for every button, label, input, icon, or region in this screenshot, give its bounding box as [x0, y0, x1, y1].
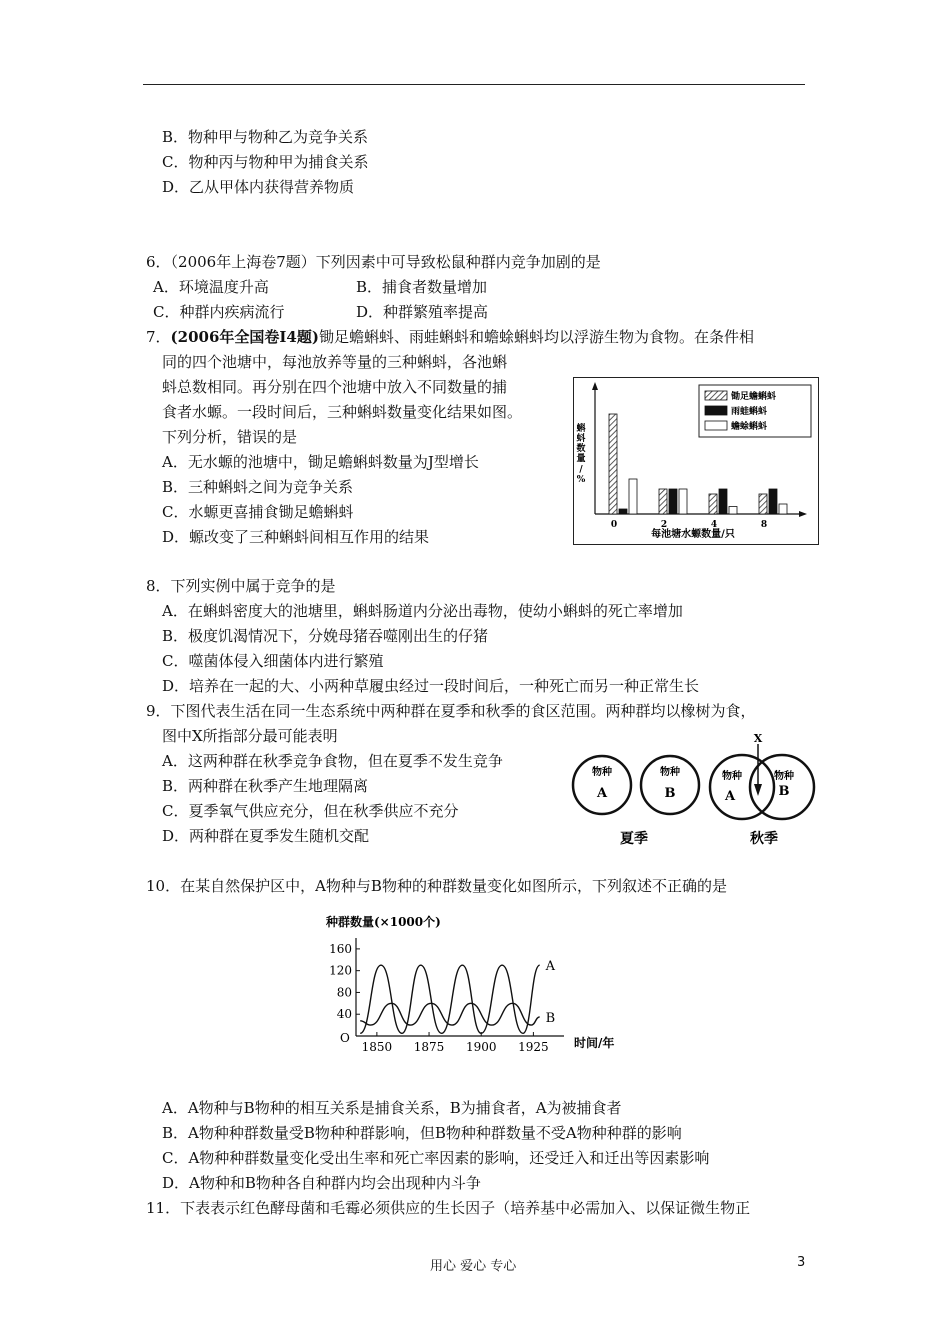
series-b-label: B — [545, 1010, 556, 1026]
summer-b-letter: B — [664, 786, 676, 801]
q9-stem2: 图中X所指部分最可能表明 — [162, 727, 338, 745]
chart7-x-tick: 0 — [610, 520, 618, 530]
q6-option-d: D．种群繁殖率提高 — [356, 303, 489, 321]
footer-text: 用心 爱心 专心 — [430, 1259, 517, 1274]
spadefoot-bar — [609, 414, 617, 514]
chart7-legend-swatch — [705, 406, 727, 415]
q7-option-c: C．水螈更喜捕食锄足蟾蝌蚪 — [162, 503, 354, 521]
spadefoot-bar — [659, 489, 667, 514]
q7-stem-line1 — [146, 327, 754, 347]
q7-source: (2006年全国卷Ⅰ4题) — [170, 328, 319, 346]
treefrog-bar — [669, 489, 677, 514]
q10-option-d: D．A物种和B物种各自种群内均会出现种内斗争 — [162, 1174, 481, 1192]
page-number: 3 — [797, 1255, 806, 1270]
autumn-b-letter: B — [778, 784, 790, 799]
autumn-circle-a — [710, 755, 774, 819]
chart10-x-ticks — [362, 1032, 549, 1054]
series-a-label: A — [545, 959, 556, 975]
chart7-x-tick: 2 — [660, 520, 668, 530]
summer-circle-b — [641, 756, 699, 814]
chart7-y-char: 蚪 — [576, 434, 586, 444]
treefrog-bar — [769, 489, 777, 514]
chart10-x-label: 时间/年 — [574, 1036, 615, 1050]
chart10-x-tick: 1925 — [518, 1040, 549, 1054]
summer-a-letter: A — [596, 786, 608, 801]
q5-option-c: C．物种丙与物种甲为捕食关系 — [162, 153, 369, 171]
chart7-legend — [705, 390, 776, 432]
q7-stem3: 蚪总数相同。再分别在四个池塘中放入不同数量的捕 — [162, 378, 508, 396]
q10-option-c: C．A物种种群数量变化受出生率和死亡率因素的影响，还受迁入和迁出等因素影响 — [162, 1149, 710, 1167]
q10-option-b: B．A物种种群数量受B物种种群影响，但B物种种群数量不受A物种种群的影响 — [162, 1124, 682, 1142]
chart7-x-tick: 8 — [760, 520, 768, 530]
autumn-caption: 秋季 — [750, 831, 778, 847]
chart7-y-char: 蝌 — [576, 424, 586, 434]
q8-stem: 8．下列实例中属于竞争的是 — [146, 577, 336, 595]
chart10-x-tick: 1900 — [465, 1040, 497, 1054]
chart10-title: 种群数量(×1000个) — [326, 915, 441, 929]
chart10-series — [360, 959, 555, 1033]
chart7-y-char: / — [579, 465, 583, 475]
spadefoot-bar — [759, 494, 767, 514]
chart7-x-label: 每池塘水螈数量/只 — [651, 529, 735, 540]
chart10-y-tick: 40 — [336, 1007, 352, 1022]
q9-option-a: A．这两种群在秋季竞争食物，但在夏季不发生竞争 — [162, 752, 503, 770]
q7-stem2: 同的四个池塘中，每池放养等量的三种蝌蚪，各池蝌 — [162, 353, 508, 371]
summer-caption: 夏季 — [620, 831, 648, 847]
x-marker-label: X — [753, 732, 763, 745]
toad-bar — [729, 507, 737, 515]
q7-stem1: 锄足蟾蝌蚪、雨蛙蝌蚪和蟾蜍蝌蚪均以浮游生物为食物。在条件相 — [318, 328, 754, 346]
treefrog-bar — [719, 489, 727, 514]
chart7-y-char: 数 — [576, 444, 586, 454]
q10-stem: 10．在某自然保护区中，A物种与B物种的种群数量变化如图所示，下列叙述不正确的是 — [146, 877, 727, 895]
q6-option-c: C．种群内疾病流行 — [153, 303, 285, 321]
toad-bar — [779, 504, 787, 514]
q7-stem5: 下列分析，错误的是 — [162, 428, 298, 446]
chart7-legend-label: 雨蛙蝌蚪 — [731, 407, 768, 417]
series-a-line — [360, 965, 540, 1033]
q8-option-d: D．培养在一起的大、小两种草履虫经过一段时间后，一种死亡而另一种正常生长 — [162, 677, 700, 695]
q9-option-d: D．两种群在夏季发生随机交配 — [162, 827, 370, 845]
chart10-x-tick: 1875 — [413, 1040, 445, 1054]
q10-option-a: A．A物种与B物种的相互关系是捕食关系，B为捕食者，A为被捕食者 — [162, 1099, 622, 1117]
chart10-y-tick: 120 — [329, 963, 352, 978]
chart7-x-tick: 4 — [710, 520, 718, 530]
toad-bar — [629, 479, 637, 514]
chart10-x-tick: 1850 — [361, 1040, 393, 1054]
chart7-legend-swatch — [705, 391, 727, 400]
q9-stem1: 9．下图代表生活在同一生态系统中两种群在夏季和秋季的食区范围。两种群均以橡树为食， — [146, 702, 756, 720]
q6-option-a: A．环境温度升高 — [153, 278, 269, 296]
chart10-origin: O — [340, 1031, 350, 1045]
q8-option-b: B．极度饥渴情况下，分娩母猪吞噬刚出生的仔猪 — [162, 627, 489, 645]
q5-option-b: B．物种甲与物种乙为竞争关系 — [162, 128, 369, 146]
q6-option-b: B．捕食者数量增加 — [356, 278, 488, 296]
treefrog-bar — [619, 509, 627, 514]
q7-stem4: 食者水螈。一段时间后，三种蝌蚪数量变化结果如图。 — [162, 403, 523, 421]
chart7-y-char: % — [576, 475, 586, 485]
chart7-y-label — [576, 422, 586, 485]
q5-option-d: D．乙从甲体内获得营养物质 — [162, 178, 355, 196]
chart10-y-tick: 80 — [336, 985, 352, 1000]
q7-option-b: B．三种蝌蚪之间为竞争关系 — [162, 478, 354, 496]
q9-option-c: C．夏季氧气供应充分，但在秋季供应不充分 — [162, 802, 459, 820]
autumn-a-label: 物种 — [722, 771, 742, 782]
q8-option-a: A．在蝌蚪密度大的池塘里，蝌蚪肠道内分泌出毒物，使幼小蝌蚪的死亡率增加 — [162, 602, 683, 620]
q7-number: 7． — [146, 328, 171, 346]
q7-option-a: A．无水螈的池塘中，锄足蟾蝌蚪数量为J型增长 — [162, 453, 479, 471]
q6-stem: 6．（2006年上海卷7题）下列因素中可导致松鼠种群内竞争加剧的是 — [146, 253, 601, 271]
summer-b-label: 物种 — [660, 767, 680, 778]
spadefoot-bar — [709, 494, 717, 514]
population-line-chart — [318, 910, 636, 1056]
feeding-range-diagram — [568, 730, 820, 850]
autumn-b-label: 物种 — [774, 771, 794, 782]
q8-option-c: C．噬菌体侵入细菌体内进行繁殖 — [162, 652, 384, 670]
header-rule — [143, 84, 805, 85]
autumn-a-letter: A — [724, 789, 736, 804]
q7-option-d: D．螈改变了三种蝌蚪间相互作用的结果 — [162, 528, 430, 546]
q9-option-b: B．两种群在秋季产生地理隔离 — [162, 777, 369, 795]
summer-circle-a — [573, 756, 631, 814]
chart10-y-tick: 160 — [329, 941, 352, 956]
chart10-y-ticks — [329, 942, 360, 1021]
x-marker-arrowhead — [754, 784, 762, 796]
toad-bar — [679, 489, 687, 514]
chart7-y-char: 量 — [576, 454, 586, 464]
chart7-legend-swatch — [705, 421, 727, 430]
chart7-legend-label: 蟾蜍蝌蚪 — [731, 422, 768, 432]
summer-a-label: 物种 — [592, 767, 612, 778]
q11-stem: 11．下表表示红色酵母菌和毛霉必须供应的生长因子（培养基中必需加入、以保证微生物正 — [146, 1199, 751, 1217]
tadpole-bar-chart — [573, 377, 819, 545]
chart7-legend-label: 锄足蟾蝌蚪 — [731, 392, 777, 402]
